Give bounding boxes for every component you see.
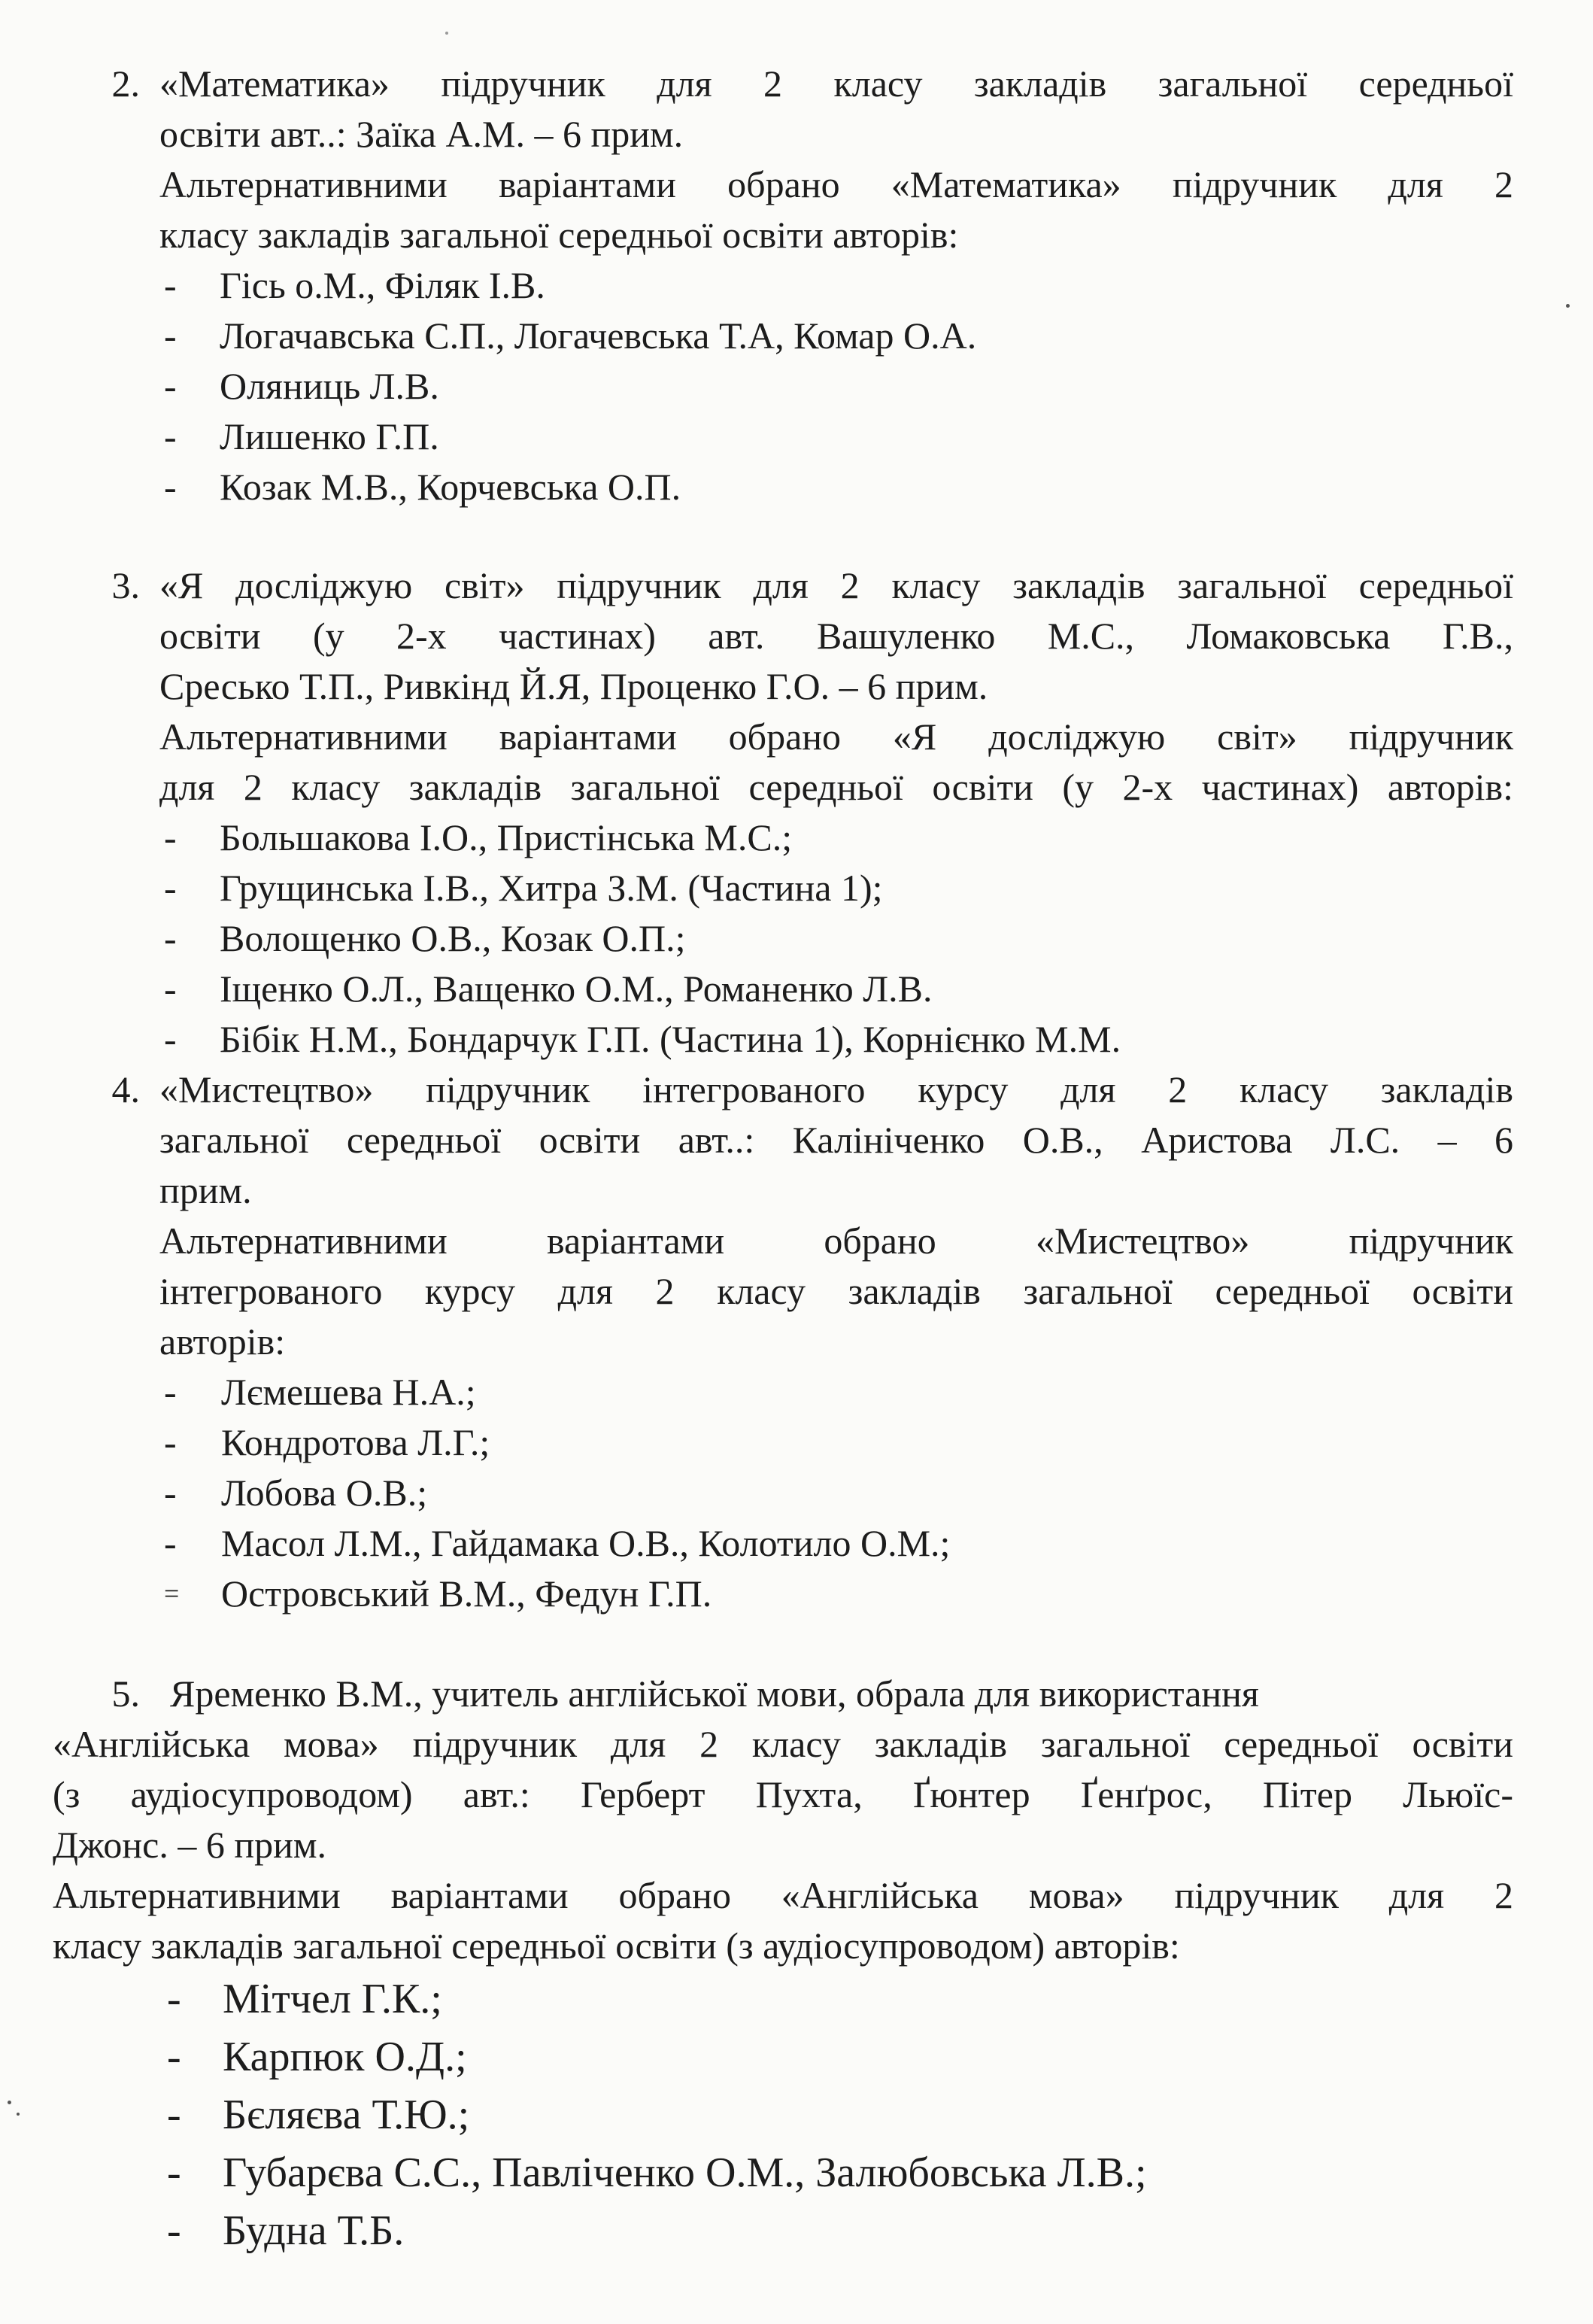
bullet-dash: -: [167, 2207, 181, 2254]
bullet-dash: -: [167, 1976, 181, 2022]
bullet-item: Лишенко Г.П.: [220, 415, 439, 457]
item-text-line: прим.: [159, 1169, 252, 1211]
bullet-item: Логачавська С.П., Логачевська Т.А, Комар О.А.: [220, 314, 977, 357]
item-number: 2.: [111, 62, 140, 105]
bullet-item: Кондротова Л.Г.;: [221, 1421, 490, 1463]
bullet-dash: -: [164, 264, 177, 306]
item-text-line: класу закладів загальної середньої освіти авторів:: [159, 214, 959, 256]
item-number: 5.: [111, 1672, 140, 1715]
item-text-line: Альтернативними варіантами обрано «Англійська мова» підручник для 2: [53, 1874, 1513, 1916]
bullet-item: Губарєва С.С., Павліченко О.М., Залюбовська Л.В.;: [223, 2149, 1147, 2196]
bullet-dash: =: [164, 1578, 180, 1609]
bullet-dash: -: [164, 1522, 177, 1564]
item-text-line: Яременко В.М., учитель англійської мови, обрала для використання: [170, 1672, 1259, 1715]
bullet-item: Оляниць Л.В.: [220, 365, 439, 407]
bullet-item: Лємешева Н.А.;: [221, 1371, 476, 1413]
item-text-line: Альтернативними варіантами обрано «Математика» підручник для 2: [159, 163, 1513, 205]
scan-speck: [445, 32, 448, 35]
bullet-dash: -: [164, 867, 177, 909]
bullet-item: Масол Л.М., Гайдамака О.В., Колотило О.М.;: [221, 1522, 951, 1564]
bullet-dash: -: [164, 917, 177, 959]
bullet-item: Будна Т.Б.: [223, 2207, 405, 2254]
scan-speck: [1566, 304, 1570, 308]
item-text-line: «Англійська мова» підручник для 2 класу закладів загальної середньої освіти: [53, 1723, 1513, 1765]
bullet-item: Мітчел Г.К.;: [223, 1976, 442, 2022]
item-text-line: «Мистецтво» підручник інтегрованого курсу для 2 класу закладів: [159, 1068, 1513, 1110]
bullet-item: Бєляєва Т.Ю.;: [223, 2092, 470, 2138]
bullet-dash: -: [167, 2149, 181, 2196]
bullet-item: Гісь о.М., Філяк І.В.: [220, 264, 545, 306]
bullet-dash: -: [164, 1472, 177, 1514]
item-text-line: Альтернативними варіантами обрано «Мистецтво» підручник: [159, 1220, 1513, 1262]
bullet-item: Лобова О.В.;: [221, 1472, 428, 1514]
bullet-dash: -: [164, 466, 177, 508]
item-number: 3.: [111, 564, 140, 606]
scan-speck: [8, 2101, 11, 2104]
bullet-dash: -: [164, 1018, 177, 1060]
bullet-item: Козак М.В., Корчевська О.П.: [220, 466, 681, 508]
bullet-item: Волощенко О.В., Козак О.П.;: [220, 917, 686, 959]
bullet-dash: -: [164, 1371, 177, 1413]
item-text-line: Сресько Т.П., Ривкінд Й.Я, Проценко Г.О. – 6 прим.: [159, 665, 988, 707]
item-text-line: Джонс. – 6 прим.: [53, 1824, 327, 1866]
bullet-item: Большакова І.О., Пристінська М.С.;: [220, 816, 793, 858]
bullet-dash: -: [164, 968, 177, 1010]
item-text-line: (з аудіосупроводом) авт.: Герберт Пухта, Ґюнтер Ґенґрос, Пітер Льюїс-: [53, 1773, 1513, 1815]
bullet-item: Іщенко О.Л., Ващенко О.М., Романенко Л.В.: [220, 968, 933, 1010]
item-text-line: «Я досліджую світ» підручник для 2 класу закладів загальної середньої: [159, 564, 1513, 606]
bullet-item: Бібік Н.М., Бондарчук Г.П. (Частина 1), Корнієнко М.М.: [220, 1018, 1121, 1060]
item-text-line: авторів:: [159, 1320, 286, 1363]
bullet-dash: -: [167, 2092, 181, 2138]
item-text-line: для 2 класу закладів загальної середньої освіти (у 2-х частинах) авторів:: [159, 766, 1513, 808]
bullet-dash: -: [164, 365, 177, 407]
bullet-dash: -: [167, 2034, 181, 2080]
bullet-item: Островський В.М., Федун Г.П.: [221, 1572, 712, 1615]
item-text-line: інтегрованого курсу для 2 класу закладів загальної середньої освіти: [159, 1270, 1513, 1312]
item-text-line: загальної середньої освіти авт..: Калініченко О.В., Аристова Л.С. – 6: [159, 1119, 1513, 1161]
item-number: 4.: [111, 1068, 140, 1110]
bullet-dash: -: [164, 415, 177, 457]
bullet-item: Карпюк О.Д.;: [223, 2034, 467, 2080]
scan-speck: [17, 2113, 20, 2116]
item-text-line: Альтернативними варіантами обрано «Я досліджую світ» підручник: [159, 715, 1513, 758]
item-text-line: «Математика» підручник для 2 класу закладів загальної середньої: [159, 62, 1513, 105]
bullet-dash: -: [164, 1421, 177, 1463]
item-text-line: класу закладів загальної середньої освіти (з аудіосупроводом) авторів:: [53, 1925, 1180, 1967]
bullet-dash: -: [164, 314, 177, 357]
bullet-dash: -: [164, 816, 177, 858]
item-text-line: освіти авт..: Заїка А.М. – 6 прим.: [159, 113, 684, 155]
bullet-item: Грущинська І.В., Хитра З.М. (Частина 1);: [220, 867, 883, 909]
item-text-line: освіти (у 2-х частинах) авт. Вашуленко М.С., Ломаковська Г.В.,: [159, 615, 1513, 657]
